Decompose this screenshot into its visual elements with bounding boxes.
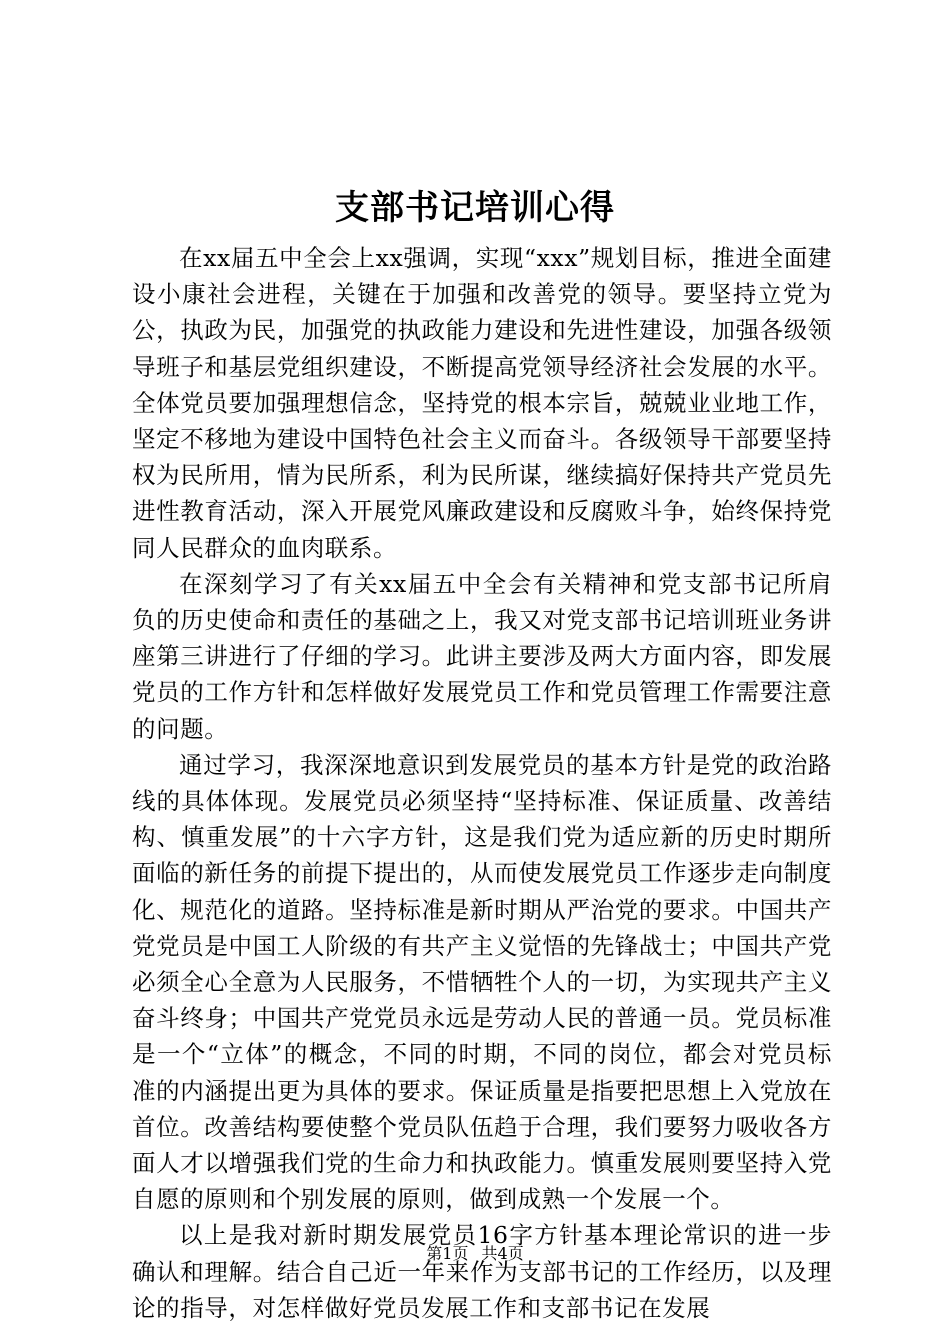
page-footer <box>0 1243 950 1265</box>
page-number: 第1页 <box>426 1244 469 1263</box>
paragraph-2: 在深刻学习了有关xx届五中全会有关精神和党支部书记所肩负的历史使命和责任的基础之上，我又对党支部书记培训班业务讲座第三讲进行了仔细的学习。此讲主要涉及两大方面内容，即发展党员的工作方针和怎样做好发展党员工作和党员管理工作需要注意的问题。 <box>132 569 832 743</box>
document-title: 支部书记培训心得 <box>335 188 615 228</box>
document-body <box>132 240 832 1326</box>
paragraph-4: 以上是我对新时期发展党员16字方针基本理论常识的进一步确认和理解。结合自己近一年来作为支部书记的工作经历，以及理论的指导，对怎样做好党员发展工作和支部书记在发展 <box>132 1221 832 1322</box>
page-total: 共4页 <box>481 1244 524 1263</box>
paragraph-1: 在xx届五中全会上xx强调，实现“xxx”规划目标，推进全面建设小康社会进程，关键在于加强和改善党的领导。要坚持立党为公，执政为民，加强党的执政能力建设和先进性建设，加强各级领导班子和基层党组织建设，不断提高党领导经济社会发展的水平。全体党员要加强理想信念，坚持党的根本宗旨，兢兢业业地工作，坚定不移地为建设中国特色社会主义而奋斗。各级领导干部要坚持权为民所用，情为民所系，利为民所谋，继续搞好保持共产党员先进性教育活动，深入开展党风廉政建设和反腐败斗争，始终保持党同人民群众的血肉联系。 <box>132 244 832 562</box>
paragraph-3: 通过学习，我深深地意识到发展党员的基本方针是党的政治路线的具体体现。发展党员必须坚持“坚持标准、保证质量、改善结构、慎重发展”的十六字方针，这是我们党为适应新的历史时期所面临的新任务的前提下提出的，从而使发展党员工作逐步走向制度化、规范化的道路。坚持标准是新时期从严治党的要求。中国共产党党员是中国工人阶级的有共产主义觉悟的先锋战士；中国共产党必须全心全意为人民服务，不惜牺牲个人的一切，为实现共产主义奋斗终身；中国共产党党员永远是劳动人民的普通一员。党员标准是一个“立体”的概念，不同的时期，不同的岗位，都会对党员标准的内涵提出更为具体的要求。保证质量是指要把思想上入党放在首位。改善结构要使整个党员队伍趋于合理，我们要努力吸收各方面人才以增强我们党的生命力和执政能力。慎重发展则要坚持入党自愿的原则和个别发展的原则，做到成熟一个发展一个。 <box>132 750 832 1214</box>
